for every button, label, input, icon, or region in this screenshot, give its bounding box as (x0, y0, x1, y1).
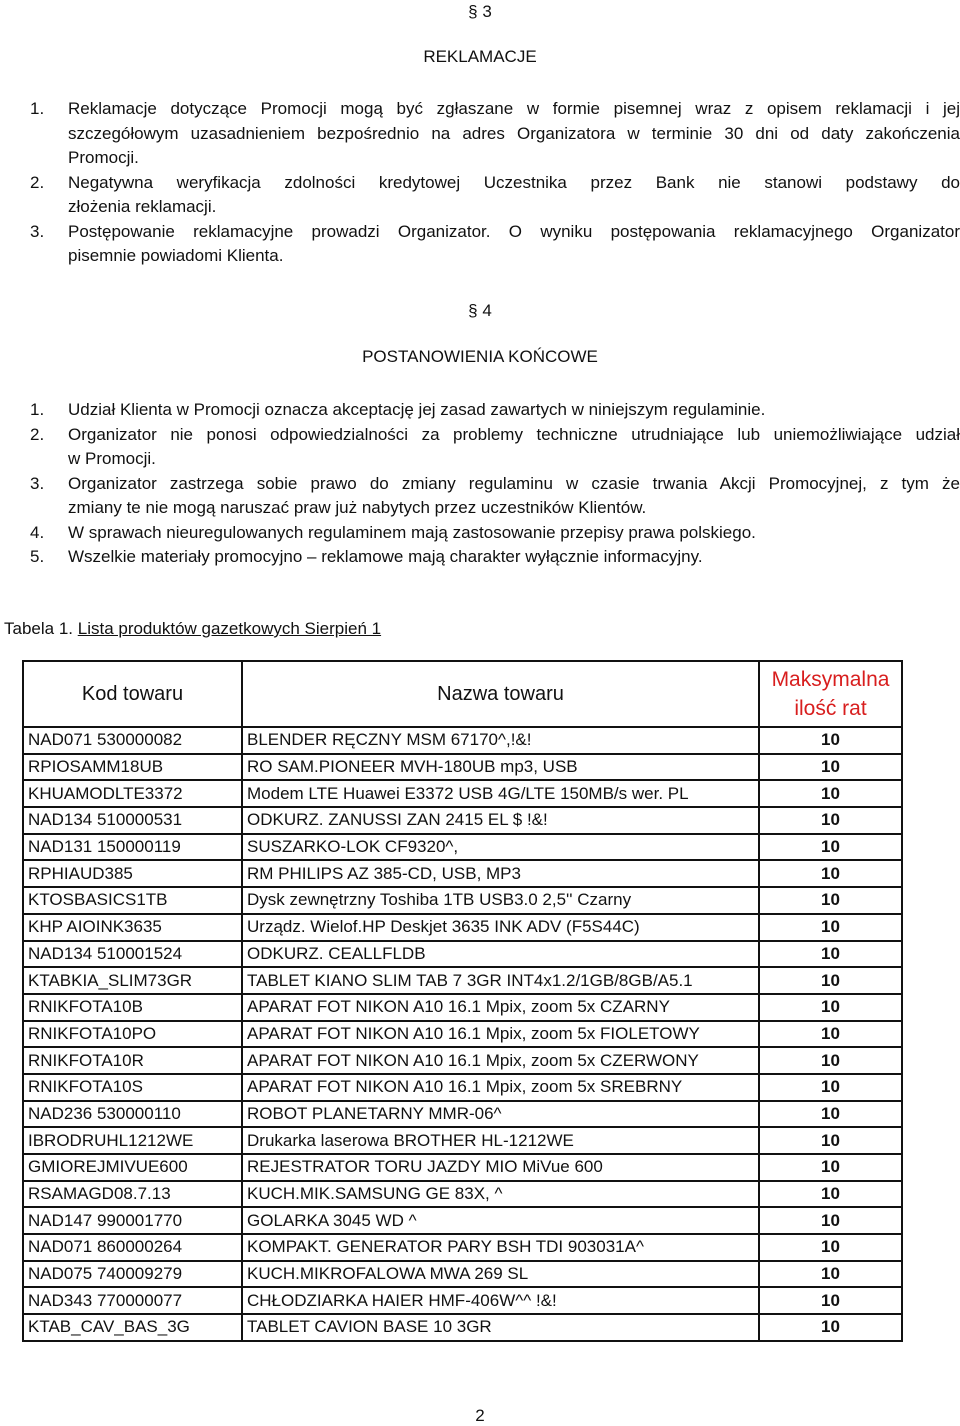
table-row (23, 1261, 902, 1288)
cell-code: RSAMAGD08.7.13 (23, 1181, 242, 1208)
table-row (23, 1207, 902, 1234)
header-max-installments (759, 661, 902, 727)
list-item-number: 3. (30, 473, 45, 493)
section-4-list (30, 398, 960, 570)
cell-name: Drukarka laserowa BROTHER HL-1212WE (242, 1127, 759, 1154)
table-row (23, 887, 902, 914)
cell-max-installments: 10 (759, 967, 902, 994)
table-row (23, 860, 902, 887)
list-item-text: zmiany te nie mogą naruszać praw już nabytych przez uczestników Klientów. (68, 498, 647, 517)
list-item (30, 423, 960, 472)
table-row (23, 914, 902, 941)
cell-max-installments: 10 (759, 1047, 902, 1074)
cell-max-installments: 10 (759, 1261, 902, 1288)
list-item-text: Organizator zastrzega sobie prawo do zmiany regulaminu w czasie trwania Akcji Promocyjnej, z tym że (68, 473, 960, 493)
cell-name: TABLET CAVION BASE 10 3GR (242, 1314, 759, 1341)
list-item-text: Reklamacje dotyczące Promocji mogą być zgłaszane w formie pisemnej wraz z opisem reklamacji i jej (68, 99, 960, 118)
table-row (23, 834, 902, 861)
cell-code: IBRODRUHL1212WE (23, 1127, 242, 1154)
cell-code: NAD131 150000119 (23, 834, 242, 861)
cell-code: NAD134 510001524 (23, 941, 242, 968)
cell-code: RNIKFOTA10PO (23, 1021, 242, 1048)
cell-name: KUCH.MIKROFALOWA MWA 269 SL (242, 1261, 759, 1288)
table-row (23, 1101, 902, 1128)
cell-code: NAD075 740009279 (23, 1261, 242, 1288)
cell-code: NAD343 770000077 (23, 1287, 242, 1314)
cell-code: RNIKFOTA10R (23, 1047, 242, 1074)
cell-max-installments: 10 (759, 860, 902, 887)
list-item-text: w Promocji. (68, 449, 156, 468)
cell-code: NAD147 990001770 (23, 1207, 242, 1234)
cell-name: KUCH.MIK.SAMSUNG GE 83X, ^ (242, 1181, 759, 1208)
header-code: Kod towaru (23, 661, 242, 727)
table-row (23, 1021, 902, 1048)
cell-max-installments: 10 (759, 941, 902, 968)
cell-name: APARAT FOT NIKON A10 16.1 Mpix, zoom 5x CZERWONY (242, 1047, 759, 1074)
list-item-text: Wszelkie materiały promocyjno – reklamowe mają charakter wyłącznie informacyjny. (68, 547, 703, 566)
list-item-number: 2. (30, 424, 45, 444)
cell-name: BLENDER RĘCZNY MSM 67170^,!&! (242, 727, 759, 754)
section-3-list (30, 97, 960, 269)
cell-code: NAD071 530000082 (23, 727, 242, 754)
section-4-title: POSTANOWIENIA KOŃCOWE (362, 347, 598, 366)
table-row (23, 1154, 902, 1181)
cell-max-installments: 10 (759, 1181, 902, 1208)
cell-code: RNIKFOTA10B (23, 994, 242, 1021)
table-row (23, 1287, 902, 1314)
cell-name: TABLET KIANO SLIM TAB 7 3GR INT4x1.2/1GB/8GB/A5.1 (242, 967, 759, 994)
list-item-text: Udział Klienta w Promocji oznacza akceptację jej zasad zawartych w niniejszym regulaminie. (68, 400, 766, 419)
section-4-number: § 4 (468, 301, 492, 320)
list-item-number: 1. (30, 99, 45, 118)
table-header-row (23, 661, 902, 727)
list-item-text: szczegółowym uzasadnieniem bezpośrednio na adres Organizatora w terminie 30 dni od daty zakończenia (68, 123, 960, 143)
cell-name: ODKURZ. ZANUSSI ZAN 2415 EL $ !&! (242, 807, 759, 834)
list-item-text: pisemnie powiadomi Klienta. (68, 246, 284, 265)
list-item-number: 1. (30, 400, 45, 419)
cell-code: KTOSBASICS1TB (23, 887, 242, 914)
cell-code: KTABKIA_SLIM73GR (23, 967, 242, 994)
table-row (23, 941, 902, 968)
cell-code: NAD071 860000264 (23, 1234, 242, 1261)
cell-max-installments: 10 (759, 807, 902, 834)
list-item-number: 5. (30, 547, 45, 566)
header-max-line1: Maksymalna (771, 668, 890, 691)
list-item-number: 4. (30, 522, 45, 542)
table-row (23, 967, 902, 994)
list-item-number: 3. (30, 221, 45, 241)
table-caption-title: Lista produktów gazetkowych Sierpień 1 (77, 619, 382, 638)
table-row (23, 1074, 902, 1101)
cell-name: SUSZARKO-LOK CF9320^, (242, 834, 759, 861)
cell-max-installments: 10 (759, 1207, 902, 1234)
page-number: 2 (475, 1406, 485, 1425)
cell-name: APARAT FOT NIKON A10 16.1 Mpix, zoom 5x FIOLETOWY (242, 1021, 759, 1048)
table-row (23, 807, 902, 834)
list-item-text: Organizator nie ponosi odpowiedzialności za problemy techniczne utrudniające lub uniemożliwiające udział (68, 424, 960, 444)
product-table (22, 660, 903, 1342)
list-item (30, 545, 960, 570)
cell-name: GOLARKA 3045 WD ^ (242, 1207, 759, 1234)
cell-name: CHŁODZIARKA HAIER HMF-406W^^ !&! (242, 1287, 759, 1314)
list-item (30, 521, 960, 546)
cell-name: Dysk zewnętrzny Toshiba 1TB USB3.0 2,5'' Czarny (242, 887, 759, 914)
cell-max-installments: 10 (759, 1101, 902, 1128)
cell-name: APARAT FOT NIKON A10 16.1 Mpix, zoom 5x SREBRNY (242, 1074, 759, 1101)
cell-max-installments: 10 (759, 727, 902, 754)
cell-code: RPIOSAMM18UB (23, 754, 242, 781)
cell-name: Urządz. Wielof.HP Deskjet 3635 INK ADV (F5S44C) (242, 914, 759, 941)
cell-max-installments: 10 (759, 1021, 902, 1048)
cell-name: REJESTRATOR TORU JAZDY MIO MiVue 600 (242, 1154, 759, 1181)
table-row (23, 994, 902, 1021)
list-item-text: Promocji. (68, 148, 139, 167)
table-caption-prefix: Tabela 1. (4, 619, 73, 638)
list-item-text: W sprawach nieuregulowanych regulaminem mają zastosowanie przepisy prawa polskiego. (68, 522, 756, 542)
list-item (30, 171, 960, 220)
list-item (30, 220, 960, 269)
table-row (23, 780, 902, 807)
cell-max-installments: 10 (759, 834, 902, 861)
header-name: Nazwa towaru (242, 661, 759, 727)
cell-code: KHP AIOINK3635 (23, 914, 242, 941)
cell-code: KHUAMODLTE3372 (23, 780, 242, 807)
cell-name: KOMPAKT. GENERATOR PARY BSH TDI 903031A^ (242, 1234, 759, 1261)
list-item (30, 398, 960, 423)
table-row (23, 1047, 902, 1074)
cell-name: RO SAM.PIONEER MVH-180UB mp3, USB (242, 754, 759, 781)
list-item-number: 2. (30, 172, 45, 192)
header-max-line2: ilość rat (794, 697, 867, 720)
section-3-title: REKLAMACJE (423, 47, 537, 66)
cell-max-installments: 10 (759, 994, 902, 1021)
cell-max-installments: 10 (759, 914, 902, 941)
table-row (23, 1234, 902, 1261)
cell-code: RNIKFOTA10S (23, 1074, 242, 1101)
list-item-text: Postępowanie reklamacyjne prowadzi Organizator. O wyniku postępowania reklamacyjnego Organizator (68, 221, 960, 241)
list-item-text: złożenia reklamacji. (68, 197, 217, 216)
cell-code: NAD134 510000531 (23, 807, 242, 834)
cell-name: ROBOT PLANETARNY MMR-06^ (242, 1101, 759, 1128)
section-3-number: § 3 (468, 2, 492, 21)
table-row (23, 1314, 902, 1341)
cell-code: RPHIAUD385 (23, 860, 242, 887)
cell-name: Modem LTE Huawei E3372 USB 4G/LTE 150MB/s wer. PL (242, 780, 759, 807)
cell-max-installments: 10 (759, 754, 902, 781)
cell-max-installments: 10 (759, 1154, 902, 1181)
cell-name: APARAT FOT NIKON A10 16.1 Mpix, zoom 5x CZARNY (242, 994, 759, 1021)
list-item-text: Negatywna weryfikacja zdolności kredytowej Uczestnika przez Bank nie stanowi podstawy do (68, 172, 960, 192)
table-row (23, 1127, 902, 1154)
cell-code: KTAB_CAV_BAS_3G (23, 1314, 242, 1341)
cell-code: GMIOREJMIVUE600 (23, 1154, 242, 1181)
cell-max-installments: 10 (759, 1287, 902, 1314)
cell-code: NAD236 530000110 (23, 1101, 242, 1128)
table-row (23, 754, 902, 781)
cell-name: RM PHILIPS AZ 385-CD, USB, MP3 (242, 860, 759, 887)
cell-max-installments: 10 (759, 1234, 902, 1261)
cell-max-installments: 10 (759, 887, 902, 914)
table-row (23, 1181, 902, 1208)
cell-name: ODKURZ. CEALLFLDB (242, 941, 759, 968)
table-caption (4, 619, 381, 639)
cell-max-installments: 10 (759, 1074, 902, 1101)
table-body (23, 727, 902, 1341)
table-row (23, 727, 902, 754)
cell-max-installments: 10 (759, 780, 902, 807)
cell-max-installments: 10 (759, 1314, 902, 1341)
list-item (30, 97, 960, 171)
list-item (30, 472, 960, 521)
cell-max-installments: 10 (759, 1127, 902, 1154)
